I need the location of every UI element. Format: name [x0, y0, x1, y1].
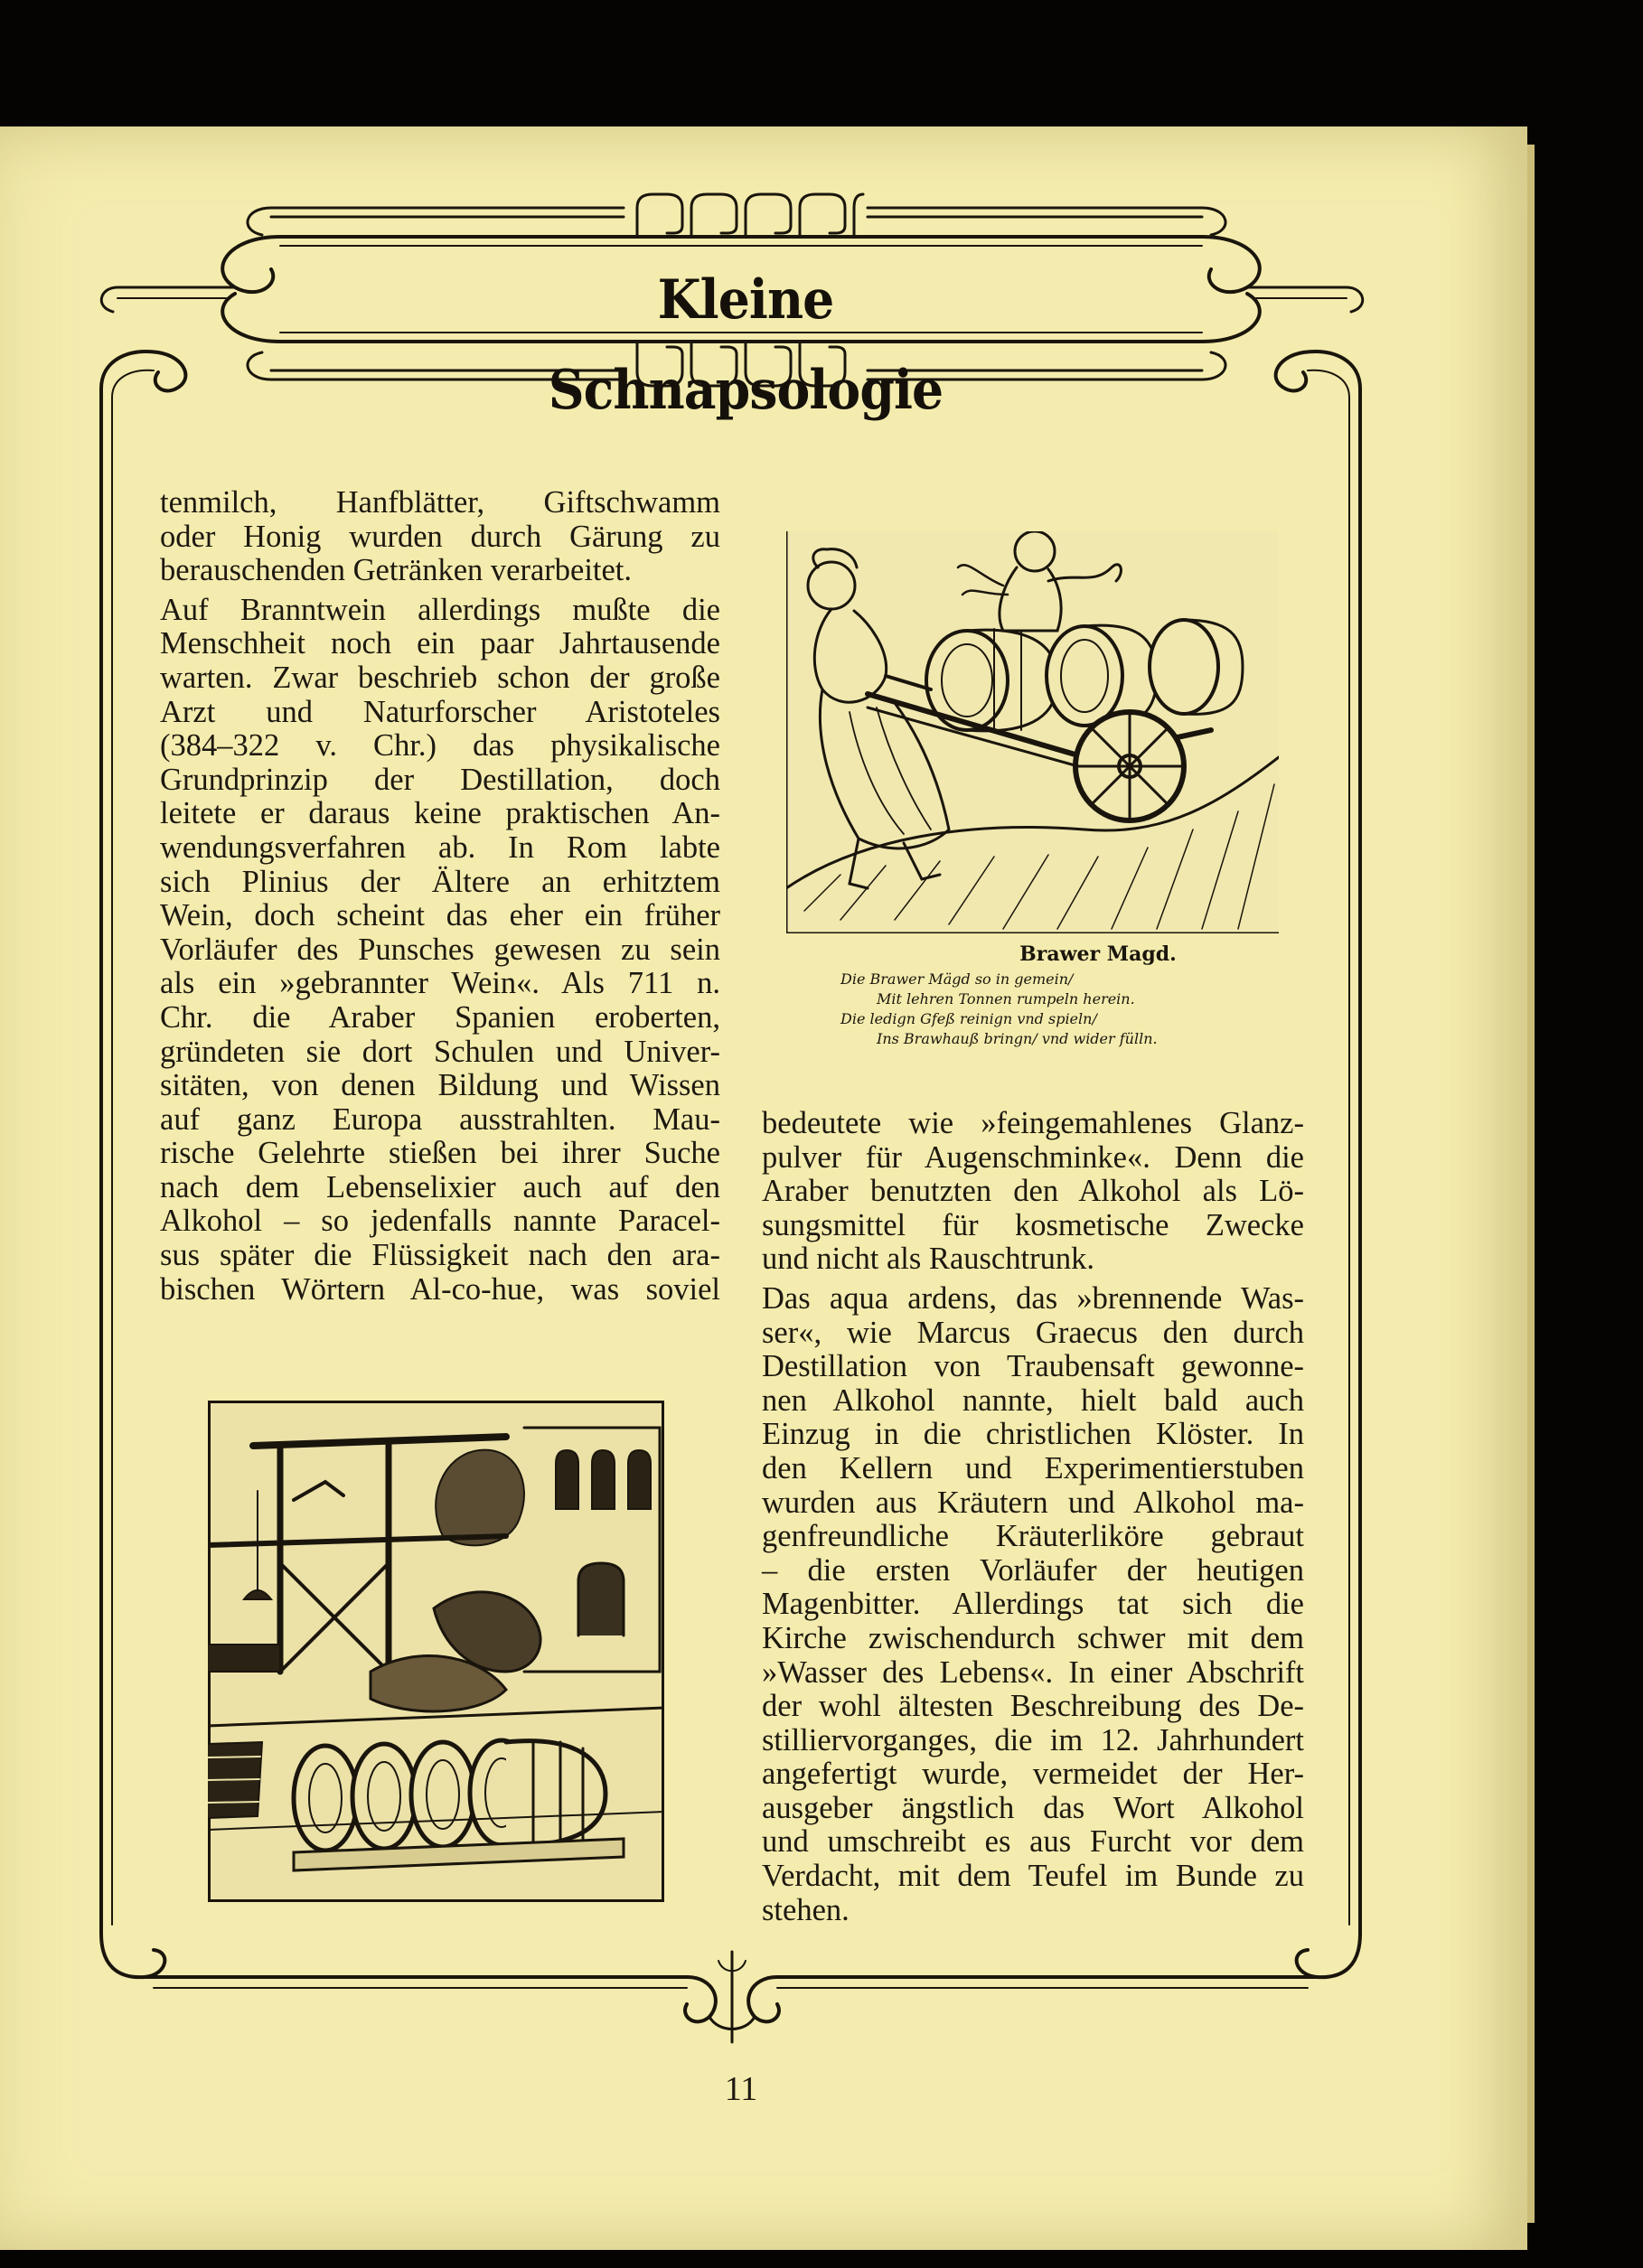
text-line: Chr. die Araber Spanien eroberten,	[160, 999, 720, 1035]
text-line: tenmilch, Hanfblätter, Giftschwamm	[160, 485, 720, 520]
text-line: Auf Branntwein allerdings mußte die	[160, 592, 720, 627]
text-line: Verdacht, mit dem Teufel im Bunde zu	[762, 1859, 1304, 1894]
text-line: Wein, doch scheint das eher ein früher	[160, 898, 720, 933]
woodcut-distillery-illustration	[208, 1401, 664, 1902]
text-line: genfreundliche Kräuterliköre gebraut	[762, 1519, 1304, 1554]
left-text-column	[160, 486, 720, 1307]
page-title: Kleine Schnapsologie	[548, 268, 944, 422]
caption-title: Brawer Magd.	[1019, 942, 1177, 966]
text-line: ser«, wie Marcus Graecus den durch	[762, 1315, 1304, 1350]
text-line: den Kellern und Experimentierstuben	[762, 1450, 1304, 1485]
text-line: Magenbitter. Allerdings tat sich die	[762, 1587, 1304, 1622]
text-line: ausgeber ängstlich das Wort Alkohol	[762, 1790, 1304, 1825]
text-line: Kirche zwischendurch schwer mit dem	[762, 1620, 1304, 1655]
text-line: sitäten, von denen Bildung und Wissen	[160, 1068, 720, 1103]
text-line: – die ersten Vorläufer der heutigen	[762, 1552, 1304, 1588]
text-line: pulver für Augenschminke«. Denn die	[762, 1139, 1304, 1175]
text-line: Vorläufer des Punsches gewesen zu sein	[160, 932, 720, 967]
text-line: berauschenden Getränken verarbeitet.	[160, 553, 633, 588]
woodcut-brewer-maid-illustration	[786, 531, 1279, 933]
text-line: angefertigt wurde, vermeidet der Her-	[762, 1757, 1304, 1792]
text-line: rische Gelehrte stießen bei ihrer Suche	[160, 1136, 720, 1171]
text-line: Das aqua ardens, das »brennende Was-	[762, 1280, 1304, 1316]
text-line: Destillation von Traubensaft gewonne-	[762, 1349, 1304, 1384]
caption-line: Ins Brawhauß bringn/ vnd wider fülln.	[877, 1030, 1158, 1047]
text-line: sich Plinius der Ältere an erhitztem	[160, 864, 720, 899]
text-line: bedeutete wie »feingemahlenes Glanz-	[762, 1106, 1304, 1140]
text-line: sungsmittel für kosmetische Zwecke	[762, 1207, 1304, 1242]
text-line: Grundprinzip der Destillation, doch	[160, 762, 720, 797]
text-line: der wohl ältesten Beschreibung des De-	[762, 1689, 1304, 1724]
text-line: stehen.	[762, 1892, 850, 1927]
text-line: wendungsverfahren ab. In Rom labte	[160, 829, 720, 865]
text-line: »Wasser des Lebens«. In einer Abschrift	[762, 1654, 1304, 1690]
text-line: bischen Wörtern Al-co-hue, was soviel	[160, 1271, 720, 1307]
text-line: und nicht als Rauschtrunk.	[762, 1242, 1094, 1277]
caption-line: Die ledign Gfeß reinign vnd spieln/	[840, 1010, 1097, 1027]
woodcut-caption	[840, 942, 1292, 1049]
text-line: als ein »gebrannter Wein«. Als 711 n.	[160, 966, 720, 1001]
text-line: oder Honig wurden durch Gärung zu	[160, 519, 720, 554]
text-line: (384–322 v. Chr.) das physikalische	[160, 728, 720, 764]
text-line: Alkohol – so jedenfalls nannte Paracel-	[160, 1204, 720, 1239]
text-line: nach dem Lebenselixier auch auf den	[160, 1169, 720, 1204]
text-line: gründeten sie dort Schulen und Univer-	[160, 1034, 720, 1069]
right-text-column	[762, 1107, 1304, 1927]
text-line: leitete er daraus keine praktischen An-	[160, 796, 720, 831]
text-line: sus später die Flüssigkeit nach den ara-	[160, 1238, 720, 1273]
page-number: 11	[724, 2070, 758, 2108]
text-line: stilliervorganges, die im 12. Jahrhundert	[762, 1722, 1304, 1757]
text-line: wurden aus Kräutern und Alkohol ma-	[762, 1485, 1304, 1520]
text-line: warten. Zwar beschrieb schon der große	[160, 660, 720, 695]
text-line: Menschheit noch ein paar Jahrtausende	[160, 626, 720, 661]
text-line: auf ganz Europa ausstrahlten. Mau-	[160, 1101, 720, 1137]
caption-line: Die Brawer Mägd so in gemein/	[840, 970, 1074, 988]
text-line: nen Alkohol nannte, hielt bald auch	[762, 1382, 1304, 1418]
text-line: Einzug in die christlichen Klöster. In	[762, 1417, 1304, 1452]
caption-line: Mit lehren Tonnen rumpeln herein.	[877, 990, 1135, 1007]
text-line: Araber benutzten den Alkohol als Lö-	[762, 1174, 1304, 1209]
text-line: Arzt und Naturforscher Aristoteles	[160, 694, 720, 729]
text-line: und umschreibt es aus Furcht vor dem	[762, 1824, 1304, 1860]
